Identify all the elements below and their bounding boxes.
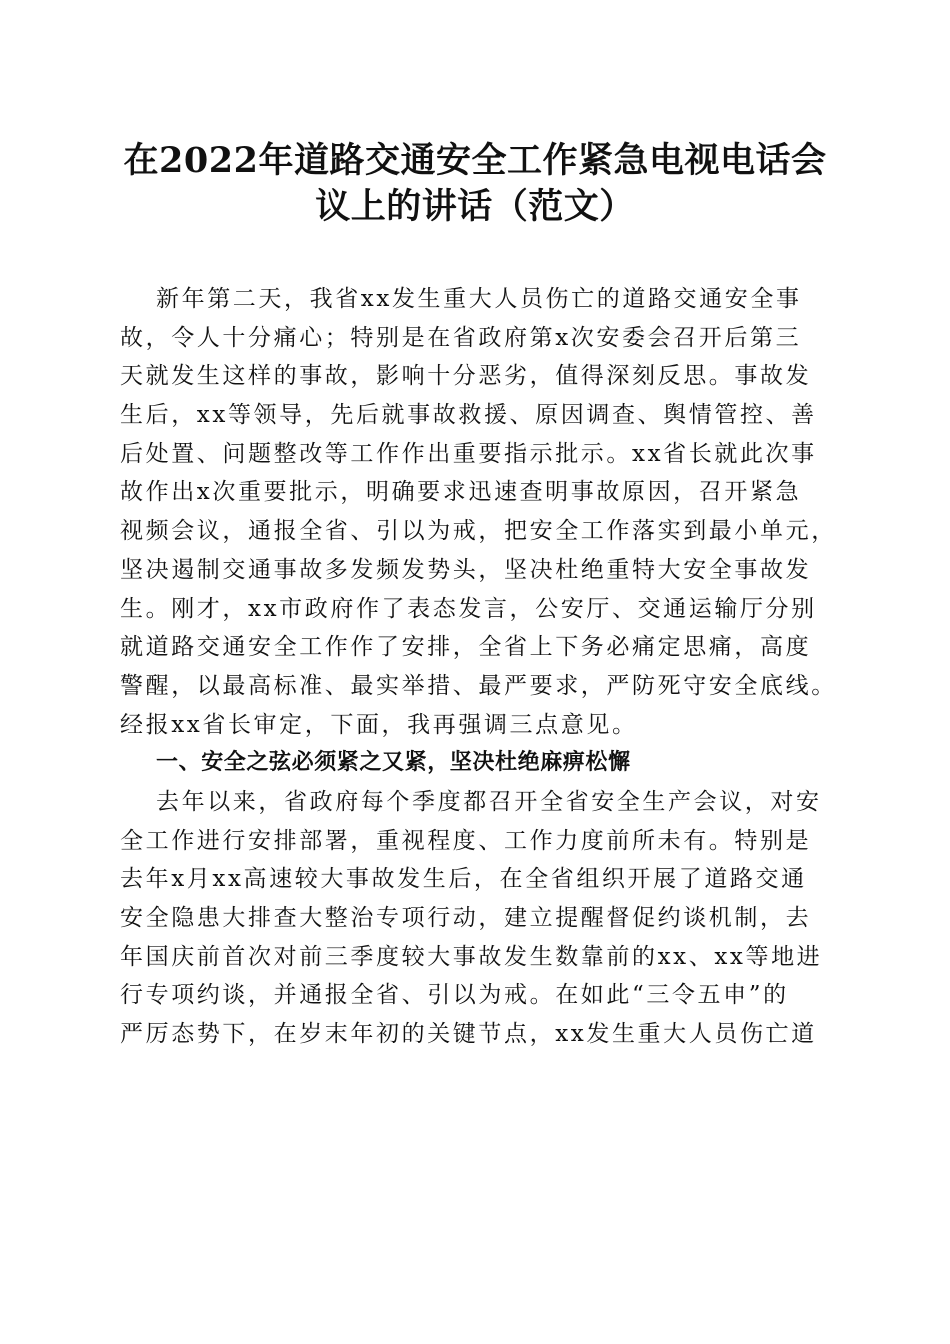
text-line: 后处置、问题整改等工作作出重要指示批示。xx省长就此次事 xyxy=(120,440,817,467)
section-heading: 一、安全之弦必须紧之又紧，坚决杜绝麻痹松懈 xyxy=(156,750,631,776)
text-line: 年国庆前首次对前三季度较大事故发生数靠前的xx、xx等地进 xyxy=(120,943,823,970)
text-line: 故，令人十分痛心；特别是在省政府第x次安委会召开后第三 xyxy=(120,324,802,351)
text-line: 坚决遏制交通事故多发频发势头，坚决杜绝重特大安全事故发 xyxy=(120,556,812,583)
text-line: 行专项约谈，并通报全省、引以为戒。在如此“三令五申”的 xyxy=(120,982,789,1009)
text-line: 安全隐患大排查大整治专项行动，建立提醒督促约谈机制，去 xyxy=(120,905,812,931)
text-line: 就道路交通安全工作作了安排，全省上下务必痛定思痛，高度 xyxy=(120,634,812,661)
title-line: 议上的讲话（范文） xyxy=(315,186,635,227)
text-line: 去年x月xx高速较大事故发生后，在全省组织开展了道路交通 xyxy=(120,866,807,893)
text-line: 故作出x次重要批示，明确要求迅速查明事故原因，召开紧急 xyxy=(120,479,802,506)
text-line: 警醒，以最高标准、最实举措、最严要求，严防死守安全底线。 xyxy=(120,672,837,699)
document-body xyxy=(120,280,837,1054)
text-line: 视频会议，通报全省、引以为戒，把安全工作落实到最小单元， xyxy=(120,518,837,545)
text-line: 全工作进行安排部署，重视程度、工作力度前所未有。特别是 xyxy=(120,827,812,854)
paragraph-section1 xyxy=(120,783,832,1054)
text-line: 严厉态势下，在岁末年初的关键节点，xx发生重大人员伤亡道 xyxy=(120,1021,817,1048)
text-line: 经报xx省长审定，下面，我再强调三点意见。 xyxy=(120,711,638,738)
text-line: 新年第二天，我省xx发生重大人员伤亡的道路交通安全事 xyxy=(156,286,802,312)
paragraph-intro xyxy=(120,280,837,744)
text-line: 去年以来，省政府每个季度都召开全省安全生产会议，对安 xyxy=(156,788,822,815)
title-line: 在2022年道路交通安全工作紧急电视电话会 xyxy=(123,140,827,181)
text-line: 生后，xx等领导，先后就事故救援、原因调查、舆情管控、善 xyxy=(120,402,817,429)
document-title xyxy=(100,138,850,230)
text-line: 生。刚才，xx市政府作了表态发言，公安厅、交通运输厅分别 xyxy=(120,595,817,622)
text-line: 天就发生这样的事故，影响十分恶劣，值得深刻反思。事故发 xyxy=(120,363,812,390)
